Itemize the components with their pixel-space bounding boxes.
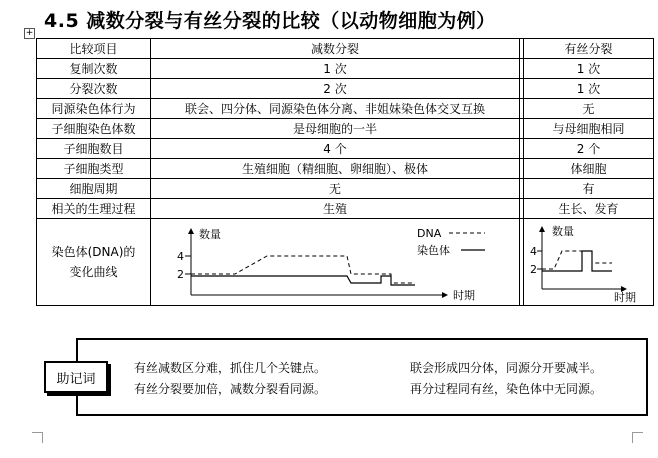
y-tick-label: 4 (177, 250, 184, 263)
meiosis-cell: 是母细胞的一半 (151, 119, 520, 139)
curve-row (37, 219, 654, 306)
row-label: 相关的生理过程 (37, 199, 151, 219)
y-axis-label: 数量 (199, 228, 221, 241)
row-label: 细胞周期 (37, 179, 151, 199)
chromosome-line (542, 251, 612, 271)
row-label: 同源染色体行为 (37, 99, 151, 119)
page-corner-mark (632, 432, 643, 443)
mnemonic-line: 再分过程同有丝，染色体中无同源。 (410, 382, 603, 396)
table-row (37, 199, 654, 219)
legend-chromosome-label: 染色体 (417, 244, 450, 257)
mnemonic-box (76, 338, 648, 416)
row-label: 子细胞染色体数 (37, 119, 151, 139)
table-move-handle-icon[interactable]: + (25, 28, 34, 38)
meiosis-cell: 1 次 (151, 59, 520, 79)
x-axis-label: 时期 (453, 289, 475, 302)
meiosis-chart-cell (151, 219, 520, 306)
mitosis-chart (526, 221, 652, 303)
table-row (37, 179, 654, 199)
mitosis-cell: 1 次 (524, 79, 654, 99)
page-title: 4.5 减数分裂与有丝分裂的比较（以动物细胞为例） (44, 10, 496, 32)
y-tick-label: 4 (530, 245, 537, 258)
mitosis-cell: 生长、发育 (524, 199, 654, 219)
row-label: 分裂次数 (37, 79, 151, 99)
mnemonic-line: 联会形成四分体，同源分开要减半。 (410, 361, 603, 375)
mnemonic-line: 有丝减数区分难，抓住几个关键点。 (134, 361, 327, 375)
meiosis-cell: 4 个 (151, 139, 520, 159)
mitosis-cell: 有 (524, 179, 654, 199)
row-label: 子细胞数目 (37, 139, 151, 159)
table-row (37, 159, 654, 179)
comparison-table (36, 38, 654, 306)
curve-row-label: 染色体(DNA)的变化曲线 (51, 245, 136, 279)
meiosis-cell: 无 (151, 179, 520, 199)
legend-dna-label: DNA (417, 227, 442, 240)
y-axis-label: 数量 (552, 225, 574, 238)
table-row (37, 59, 654, 79)
chromosome-line (191, 276, 415, 285)
mitosis-cell: 1 次 (524, 59, 654, 79)
meiosis-chart (155, 221, 515, 303)
table-row (37, 99, 654, 119)
mitosis-cell: 2 个 (524, 139, 654, 159)
mnemonic-label: 助记词 (44, 361, 108, 393)
table-row (37, 119, 654, 139)
mitosis-cell: 无 (524, 99, 654, 119)
header-cell: 减数分裂 (151, 39, 520, 59)
row-label: 子细胞类型 (37, 159, 151, 179)
mnemonic-line: 有丝分裂要加倍，减数分裂看同源。 (134, 382, 327, 396)
meiosis-cell: 生殖细胞（精细胞、卵细胞）、极体 (151, 159, 520, 179)
mitosis-chart-cell (524, 219, 654, 306)
x-axis-label: 时期 (614, 291, 636, 303)
y-tick-label: 2 (177, 268, 184, 281)
table-row (37, 139, 654, 159)
mitosis-cell: 与母细胞相同 (524, 119, 654, 139)
table-row (37, 79, 654, 99)
y-tick-label: 2 (530, 263, 537, 276)
page-corner-mark (32, 432, 43, 443)
mitosis-cell: 体细胞 (524, 159, 654, 179)
header-cell: 比较项目 (37, 39, 151, 59)
dna-line (542, 251, 612, 269)
meiosis-cell: 生殖 (151, 199, 520, 219)
header-cell: 有丝分裂 (524, 39, 654, 59)
row-label: 复制次数 (37, 59, 151, 79)
meiosis-cell: 2 次 (151, 79, 520, 99)
row-label (37, 219, 151, 306)
table-header-row (37, 39, 654, 59)
meiosis-cell: 联会、四分体、同源染色体分离、非姐妹染色体交叉互换 (151, 99, 520, 119)
